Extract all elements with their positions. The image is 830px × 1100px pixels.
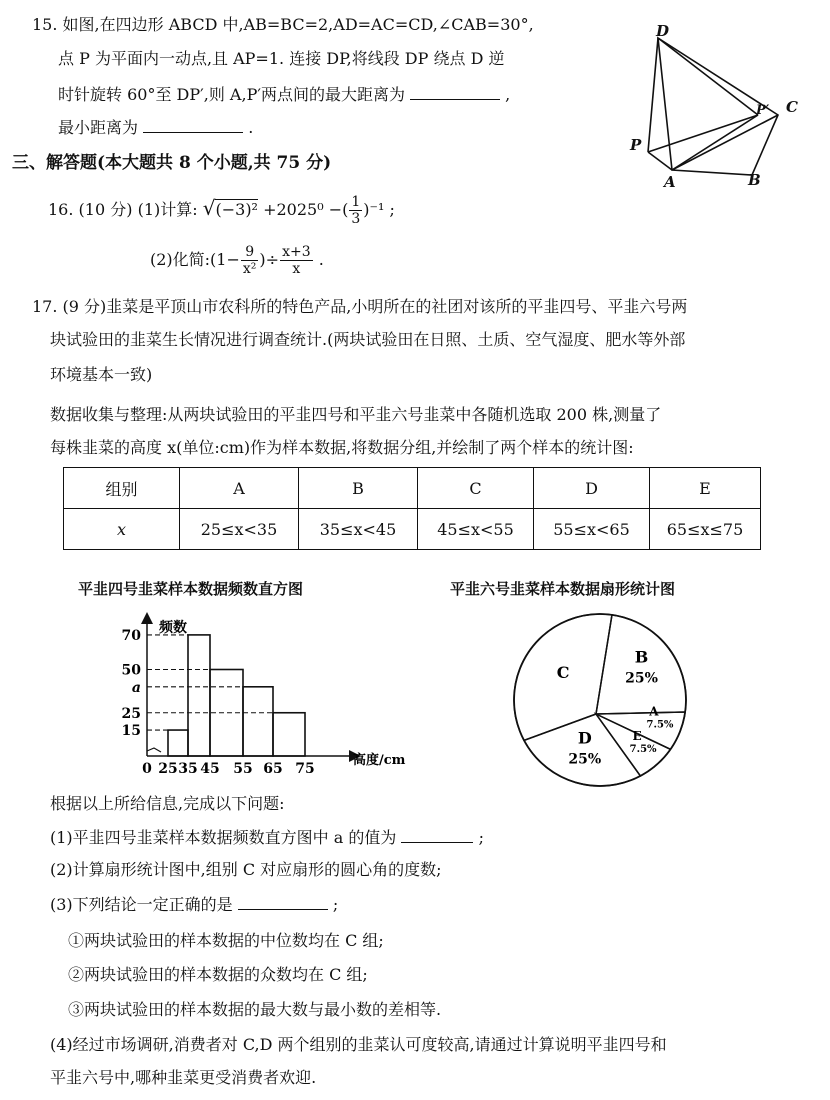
q17-line2: 块试验田的韭菜生长情况进行调查统计.(两块试验田在日照、土质、空气湿度、肥水等外部 xyxy=(50,330,686,349)
q15-answer-blank-max[interactable] xyxy=(410,83,500,100)
q16-part1 xyxy=(48,190,395,226)
pie-label-C: C xyxy=(556,663,570,683)
frac2-num: 9 xyxy=(241,244,259,261)
q16-part1-suffix: )⁻¹ ; xyxy=(363,200,395,219)
histogram-bar-2 xyxy=(188,635,210,756)
label-A: A xyxy=(664,173,676,190)
pie-percent-A: 7.5% xyxy=(646,719,674,731)
segment-AC xyxy=(672,115,778,170)
y-axis-label: 频数 xyxy=(159,620,187,636)
histogram-bar-5 xyxy=(273,713,305,756)
label-P: P xyxy=(630,136,642,154)
table-cell: E xyxy=(650,468,761,509)
q15-line2: 点 P 为平面内一动点,且 AP=1. 连接 DP,将线段 DP 绕点 D 逆 xyxy=(58,49,505,68)
y-tick-label: a xyxy=(131,679,141,696)
q17-sub1-end: ; xyxy=(478,828,484,847)
pie-percent-B: 25% xyxy=(625,670,658,687)
fraction-9-over-x2 xyxy=(241,244,259,277)
histogram-title: 平韭四号韭菜样本数据频数直方图 xyxy=(78,580,304,598)
q15-text-1: 如图,在四边形 ABCD 中,AB=BC=2,AD=AC=CD,∠CAB=30°, xyxy=(62,15,534,34)
y-tick-label: 25 xyxy=(121,705,141,722)
q15-geometry-figure xyxy=(620,20,820,190)
pie-label-A: A xyxy=(649,704,659,719)
x-axis-label: 高度/cm xyxy=(353,753,406,768)
label-C: C xyxy=(786,98,798,116)
table-row xyxy=(64,509,761,550)
table-cell: 组别 xyxy=(64,468,180,509)
q17-sub2: (2)计算扇形统计图中,组别 C 对应扇形的圆心角的度数; xyxy=(50,860,442,879)
segment-DP xyxy=(648,38,658,152)
q17-sub4-line1: (4)经过市场调研,消费者对 C,D 两个组别的韭菜认可度较高,请通过计算说明平韭四号和 xyxy=(50,1035,667,1054)
sqrt-symbol: √ xyxy=(202,196,216,220)
table-cell: 65≤x≤75 xyxy=(650,509,761,550)
q16-number: 16. xyxy=(48,200,74,219)
histogram-chart xyxy=(55,610,415,775)
table-header-row xyxy=(64,468,761,509)
q17-option-1: ①两块试验田的样本数据的中位数均在 C 组; xyxy=(68,931,384,950)
label-B: B xyxy=(748,171,761,189)
radicand: (−3)² xyxy=(215,200,258,219)
label-P-prime: P′ xyxy=(756,103,770,118)
q16-part1-prefix: (1)计算: xyxy=(137,200,198,219)
y-tick-label: 15 xyxy=(121,723,141,740)
q15-answer-blank-min[interactable] xyxy=(143,116,243,133)
q15-line1 xyxy=(32,14,534,36)
x-tick-label: 25 xyxy=(158,761,178,775)
pie-percent-D: 25% xyxy=(568,751,602,768)
q16-part2-mid: )÷ xyxy=(259,250,280,269)
q17-line3: 环境基本一致) xyxy=(50,365,153,384)
q15-line4 xyxy=(58,116,253,139)
group-table xyxy=(63,467,761,550)
table-cell: C xyxy=(418,468,534,509)
fraction-x3-over-x xyxy=(280,244,313,277)
pie-percent-E: 7.5% xyxy=(629,743,657,755)
q16-part2-prefix: (2)化简:(1− xyxy=(150,250,240,269)
table-cell: x xyxy=(64,509,180,550)
table-cell: 55≤x<65 xyxy=(534,509,650,550)
q17-sub4-line2: 平韭六号中,哪种韭菜更受消费者欢迎. xyxy=(50,1068,317,1087)
x-tick-label: 55 xyxy=(233,761,253,775)
frac1-num: 1 xyxy=(351,194,361,210)
q17-sub3-text: (3)下列结论一定正确的是 xyxy=(50,895,233,914)
q17-number: 17. xyxy=(32,297,58,316)
fraction-one-third xyxy=(349,194,362,227)
pie-label-D: D xyxy=(577,728,592,748)
x-tick-label: 75 xyxy=(295,761,315,775)
x-tick-label: 65 xyxy=(263,761,283,775)
segment-A-Pprime xyxy=(672,115,758,170)
segment-DP-prime xyxy=(658,38,758,115)
q16-part2-suffix: . xyxy=(318,250,324,269)
q15-text-4b: . xyxy=(248,118,254,137)
pie-chart xyxy=(505,605,695,795)
label-D: D xyxy=(656,22,670,40)
pie-label-B: B xyxy=(634,647,649,667)
q17-sub1-answer-blank[interactable] xyxy=(401,826,473,843)
frac3-num: x+3 xyxy=(282,244,311,260)
q15-text-3b: , xyxy=(505,85,511,104)
q15-number: 15. xyxy=(32,15,58,34)
q17-sub3 xyxy=(50,893,338,916)
q17-sub3-end: ; xyxy=(332,895,339,914)
q16-score: (10 分) xyxy=(78,200,133,219)
q16-part1-mid: +2025⁰ −( xyxy=(263,200,349,219)
x-tick-label: 35 xyxy=(178,761,198,775)
table-cell: 35≤x<45 xyxy=(299,509,418,550)
q15-line3 xyxy=(58,83,510,106)
table-cell: B xyxy=(299,468,418,509)
axis-break xyxy=(147,748,161,752)
q17-line4: 数据收集与整理:从两块试验田的平韭四号和平韭六号韭菜中各随机选取 200 株,测量了 xyxy=(50,405,662,424)
section3-title: 三、解答题(本大题共 8 个小题,共 75 分) xyxy=(12,153,332,173)
frac2-den: x² xyxy=(242,261,257,277)
segment-PA xyxy=(648,152,672,170)
q16-part2 xyxy=(150,240,324,280)
table-cell: 45≤x<55 xyxy=(418,509,534,550)
q17-option-3: ③两块试验田的样本数据的最大数与最小数的差相等. xyxy=(68,1000,442,1019)
frac3-den: x xyxy=(292,261,301,277)
y-tick-label: 50 xyxy=(121,662,141,679)
table-cell: A xyxy=(180,468,299,509)
q17-text-1: (9 分)韭菜是平顶山市农科所的特色产品,小明所在的社团对该所的平韭四号、平韭六号两 xyxy=(62,297,688,316)
pie-slice-D xyxy=(524,714,640,786)
x-tick-label: 0 xyxy=(142,761,152,775)
table-cell: D xyxy=(534,468,650,509)
q17-sub1 xyxy=(50,826,484,849)
q17-sub1-text: (1)平韭四号韭菜样本数据频数直方图中 a 的值为 xyxy=(50,828,397,847)
histogram-bar-4 xyxy=(243,687,273,756)
x-tick-label: 45 xyxy=(200,761,220,775)
table-cell: 25≤x<35 xyxy=(180,509,299,550)
q17-intro-after-charts: 根据以上所给信息,完成以下问题: xyxy=(50,794,285,813)
y-tick-label: 70 xyxy=(121,627,141,644)
q17-line5: 每株韭菜的高度 x(单位:cm)作为样本数据,将数据分组,并绘制了两个样本的统计图: xyxy=(50,438,634,457)
histogram-bar-1 xyxy=(168,730,188,756)
pie-label-E: E xyxy=(632,728,642,743)
q15-text-3: 时针旋转 60°至 DP′,则 A,P′两点间的最大距离为 xyxy=(58,85,405,104)
q15-text-4: 最小距离为 xyxy=(58,118,139,137)
q17-option-2: ②两块试验田的样本数据的众数均在 C 组; xyxy=(68,965,368,984)
frac1-den: 3 xyxy=(351,211,361,227)
q17-line1 xyxy=(32,296,687,318)
q17-sub3-answer-blank[interactable] xyxy=(238,893,328,910)
pie-title: 平韭六号韭菜样本数据扇形统计图 xyxy=(450,580,676,598)
